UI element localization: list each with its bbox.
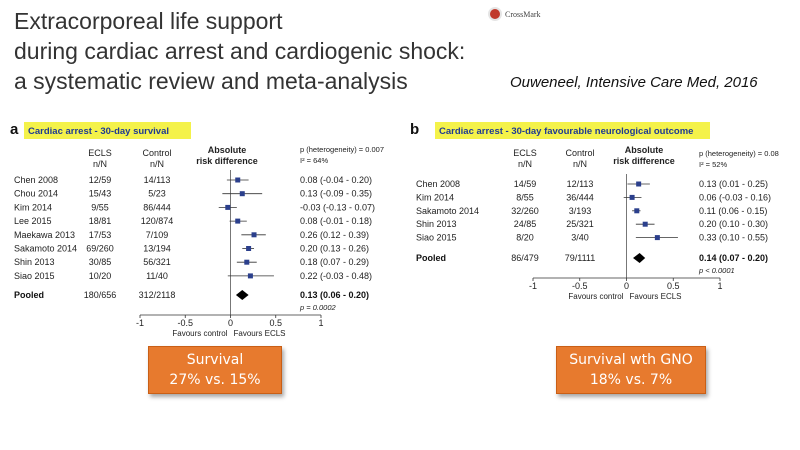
panel-a-effect-subheader: risk difference	[196, 156, 258, 166]
panel-b-pooled-diamond	[633, 253, 645, 263]
panel-a-favours-right: Favours ECLS	[233, 329, 286, 338]
panel-a-study-control: 13/194	[143, 243, 171, 254]
title-line-1: Extracorporeal life support	[14, 8, 283, 34]
panel-b-favours-right: Favours ECLS	[629, 292, 682, 301]
panel-a-pooled-ci-text: 0.13 (0.06 - 0.20)	[300, 290, 370, 300]
panel-a-study-ci-text: 0.08 (-0.04 - 0.20)	[300, 175, 373, 185]
panel-a-study-control: 11/40	[146, 270, 168, 281]
panel-a-study-point	[248, 273, 253, 278]
panel-a-heterogeneity-i2: I² = 64%	[300, 156, 329, 165]
crossmark-label: CrossMark	[505, 9, 541, 19]
panel-b-control-header: Control	[565, 148, 595, 158]
panel-b-pooled-control: 79/1111	[564, 253, 596, 263]
panel-a-x-tick-label: 0.5	[269, 318, 283, 328]
panel-a-study-name: Shin 2013	[14, 257, 55, 268]
panel-a-favours-left: Favours control	[172, 329, 228, 338]
panel-a-study-name: Chen 2008	[14, 175, 59, 185]
panel-b-study-control: 12/113	[566, 179, 594, 189]
panel-a-pooled-diamond	[236, 290, 249, 300]
panel-a-study-ci-text: 0.26 (0.12 - 0.39)	[300, 229, 370, 240]
survival-result-label: Survival	[186, 352, 244, 368]
panel-b-heterogeneity-i2: I² = 52%	[699, 160, 728, 169]
panel-a-x-tick-label: -1	[135, 318, 145, 328]
panel-b-effect-subheader: risk difference	[613, 156, 675, 166]
panel-a-study-control: 7/109	[145, 229, 169, 240]
panel-b-study-ci-text: 0.11 (0.06 - 0.15)	[699, 205, 768, 216]
panel-b-study-ecls: 8/55	[516, 192, 534, 203]
panel-b-pooled-ecls: 86/479	[511, 253, 539, 263]
panel-a-study-ci-text: 0.13 (-0.09 - 0.35)	[300, 188, 373, 199]
panel-a-study-ci-text: 0.20 (0.13 - 0.26)	[300, 243, 370, 254]
panel-a-x-tick-label: 1	[318, 318, 324, 328]
panel-a-study-name: Maekawa 2013	[14, 229, 76, 240]
survival-result-value: 27% vs. 15%	[169, 372, 261, 388]
panel-a-pooled-control: 312/2118	[138, 290, 176, 300]
panel-a-study-name: Sakamoto 2014	[14, 243, 78, 254]
panel-b-control-subheader: n/N	[572, 159, 588, 169]
panel-b-study-control: 3/40	[571, 232, 589, 243]
panel-a-study-name: Chou 2014	[14, 188, 59, 199]
gno-result-label: Survival wth GNO	[569, 352, 693, 368]
forest-plot-b	[400, 114, 800, 326]
panel-a-ecls-subheader: n/N	[92, 159, 108, 169]
panel-b-ecls-header: ECLS	[513, 148, 537, 158]
panel-b-study-ecls: 14/59	[513, 179, 537, 189]
panel-a-study-name: Lee 2015	[14, 216, 52, 227]
panel-b-study-name: Siao 2015	[416, 232, 457, 243]
panel-a-pooled-ecls: 180/656	[83, 290, 117, 300]
panel-a-study-point	[246, 246, 251, 251]
panel-a-study-point	[252, 232, 257, 237]
panel-a-study-control: 5/23	[148, 188, 166, 199]
panel-b-study-control: 25/321	[566, 219, 594, 230]
gno-result-value: 18% vs. 7%	[589, 372, 673, 388]
panel-a-study-point	[235, 178, 240, 183]
panel-b-study-control: 36/444	[566, 192, 594, 203]
crossmark-logo	[488, 4, 568, 24]
panel-a-study-ecls: 9/55	[91, 202, 109, 213]
panel-a-study-ecls: 15/43	[88, 188, 112, 199]
panel-b-study-ecls: 8/20	[516, 232, 534, 243]
panel-a-study-ecls: 17/53	[88, 229, 112, 240]
panel-b-effect-header: Absolute	[624, 145, 664, 155]
panel-b-x-tick-label: -0.5	[571, 281, 588, 291]
panel-a-study-ci-text: 0.08 (-0.01 - 0.18)	[300, 216, 373, 227]
panel-b-study-ci-text: 0.06 (-0.03 - 0.16)	[699, 192, 772, 203]
panel-a-study-ci-text: 0.22 (-0.03 - 0.48)	[300, 270, 373, 281]
panel-b-study-point	[636, 182, 641, 187]
panel-a-control-subheader: n/N	[149, 159, 165, 169]
panel-b-x-tick-label: 1	[717, 281, 723, 291]
panel-a-study-name: Kim 2014	[14, 202, 53, 213]
panel-b-study-ci-text: 0.13 (0.01 - 0.25)	[699, 179, 769, 189]
panel-b-x-tick-label: 0.5	[666, 281, 680, 291]
panel-b-study-point	[643, 222, 648, 227]
panel-a-study-ecls: 69/260	[86, 243, 114, 254]
title-line-3: a systematic review and meta-analysis	[14, 68, 408, 94]
survival-result-box	[148, 346, 282, 394]
panel-b-study-point	[655, 235, 660, 240]
panel-a-effect-header: Absolute	[207, 145, 247, 155]
gno-result-box	[556, 346, 706, 394]
panel-a-study-ecls: 18/81	[88, 216, 112, 227]
panel-a-study-point	[225, 205, 230, 210]
panel-a-control-header: Control	[142, 148, 172, 158]
panel-a-study-ecls: 10/20	[88, 270, 112, 281]
panel-b-study-point	[634, 208, 639, 213]
panel-b-pooled-ci-text: 0.14 (0.07 - 0.20)	[699, 253, 769, 263]
panel-a-pooled-p: p = 0.0002	[300, 303, 336, 312]
panel-a-study-control: 86/444	[143, 202, 171, 213]
panel-a-study-ecls: 30/85	[88, 257, 112, 268]
panel-a-x-tick-label: 0	[227, 318, 234, 328]
panel-b-study-name: Chen 2008	[416, 179, 461, 189]
panel-a-heterogeneity-p: p (heterogeneity) = 0.007	[300, 145, 385, 154]
panel-b-x-tick-label: -1	[528, 281, 538, 291]
panel-a-study-point	[235, 219, 240, 224]
panel-b-study-ci-text: 0.33 (0.10 - 0.55)	[699, 232, 769, 243]
panel-b-pooled-name: Pooled	[416, 253, 447, 263]
panel-a-letter: a	[10, 121, 19, 138]
panel-a-study-control: 120/874	[140, 216, 174, 227]
panel-a-study-ci-text: 0.18 (0.07 - 0.29)	[300, 257, 370, 268]
title-line-2: during cardiac arrest and cardiogenic shock:	[14, 38, 466, 64]
panel-b-pooled-p: p < 0.0001	[699, 266, 735, 275]
panel-b-study-name: Shin 2013	[416, 219, 457, 230]
panel-a-study-name: Siao 2015	[14, 270, 55, 281]
panel-a-x-tick-label: -0.5	[177, 318, 194, 328]
panel-b-letter: b	[410, 121, 420, 138]
panel-b-study-point	[630, 195, 635, 200]
panel-b-study-control: 3/193	[568, 205, 592, 216]
panel-b-study-name: Sakamoto 2014	[416, 205, 480, 216]
forest-plot-a	[0, 114, 400, 340]
panel-b-title: Cardiac arrest - 30-day favourable neurological outcome	[439, 126, 694, 137]
panel-b-study-name: Kim 2014	[416, 192, 455, 203]
citation: Ouweneel, Intensive Care Med, 2016	[510, 74, 758, 91]
panel-a-pooled-name: Pooled	[14, 290, 45, 300]
panel-a-study-point	[244, 260, 249, 265]
panel-b-study-ci-text: 0.20 (0.10 - 0.30)	[699, 219, 769, 230]
panel-b-heterogeneity-p: p (heterogeneity) = 0.08	[699, 149, 779, 158]
panel-a-study-ci-text: -0.03 (-0.13 - 0.07)	[300, 202, 376, 213]
panel-a-title: Cardiac arrest - 30-day survival	[28, 126, 169, 137]
panel-b-ecls-subheader: n/N	[517, 159, 533, 169]
panel-b-favours-left: Favours control	[568, 292, 624, 301]
panel-a-study-control: 14/113	[143, 175, 171, 185]
panel-a-study-point	[240, 191, 245, 196]
panel-b-x-tick-label: 0	[623, 281, 630, 291]
panel-a-study-ecls: 12/59	[88, 175, 112, 185]
panel-a-study-control: 56/321	[143, 257, 171, 268]
crossmark-icon	[488, 7, 502, 21]
panel-b-study-ecls: 32/260	[511, 205, 539, 216]
panel-b-study-ecls: 24/85	[513, 219, 537, 230]
panel-a-ecls-header: ECLS	[88, 148, 112, 158]
